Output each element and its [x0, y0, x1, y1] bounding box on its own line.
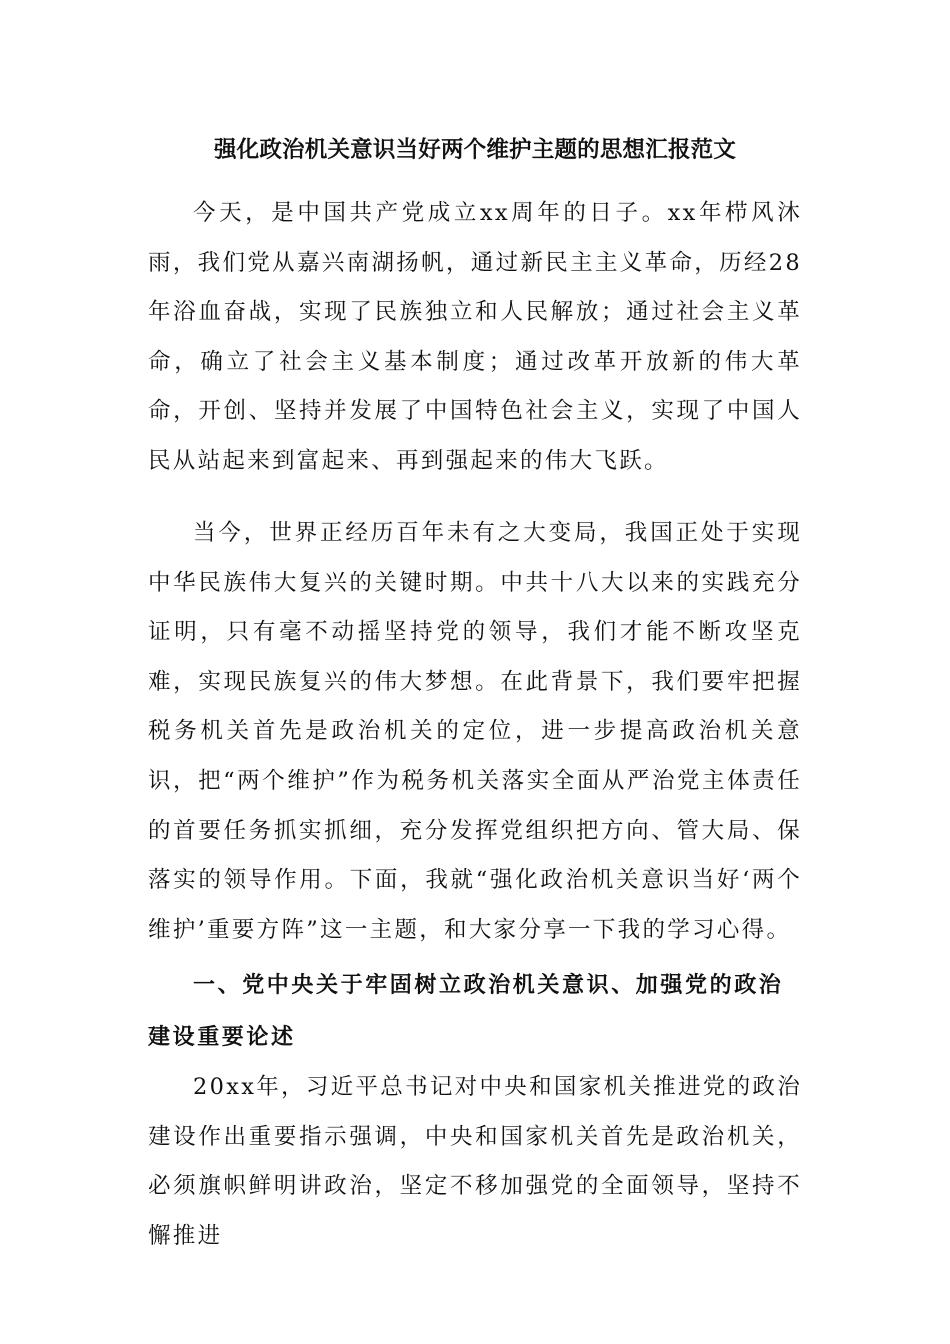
body-paragraph: 今天，是中国共产党成立xx周年的日子。xx年栉风沐雨，我们党从嘉兴南湖扬帆，通过新民主主义革命，历经28年浴血奋战，实现了民族独立和人民解放；通过社会主义革命，确立了社会主义基本制度；通过改革开放新的伟大革命，开创、坚持并发展了中国特色社会主义，实现了中国人民从站起来到富起来、再到强起来的伟大飞跃。	[148, 200, 802, 474]
document-title: 强化政治机关意识当好两个维护主题的思想汇报范文	[213, 137, 737, 163]
section-heading: 一、党中央关于牢固树立政治机关意识、加强党的政治建设重要论述	[148, 973, 784, 1050]
section-paragraph: 20xx年，习近平总书记对中央和国家机关推进党的政治建设作出重要指示强调，中央和国家机关首先是政治机关，必须旗帜鲜明讲政治，坚定不移加强党的全面领导，坚持不懈推进	[148, 1074, 802, 1249]
body-paragraph: 当今，世界正经历百年未有之大变局，我国正处于实现中华民族伟大复兴的关键时期。中共十八大以来的实践充分证明，只有毫不动摇坚持党的领导，我们才能不断攻坚克难，实现民族复兴的伟大梦想。在此背景下，我们要牢把握税务机关首先是政治机关的定位，进一步提高政治机关意识，把“两个维护”作为税务机关落实全面从严治党主体责任的首要任务抓实抓细，充分发挥党组织把方向、管大局、保落实的领导作用。下面，我就“强化政治机关意识当好‘两个维护’重要方阵”这一主题，和大家分享一下我的学习心得。	[148, 520, 802, 943]
